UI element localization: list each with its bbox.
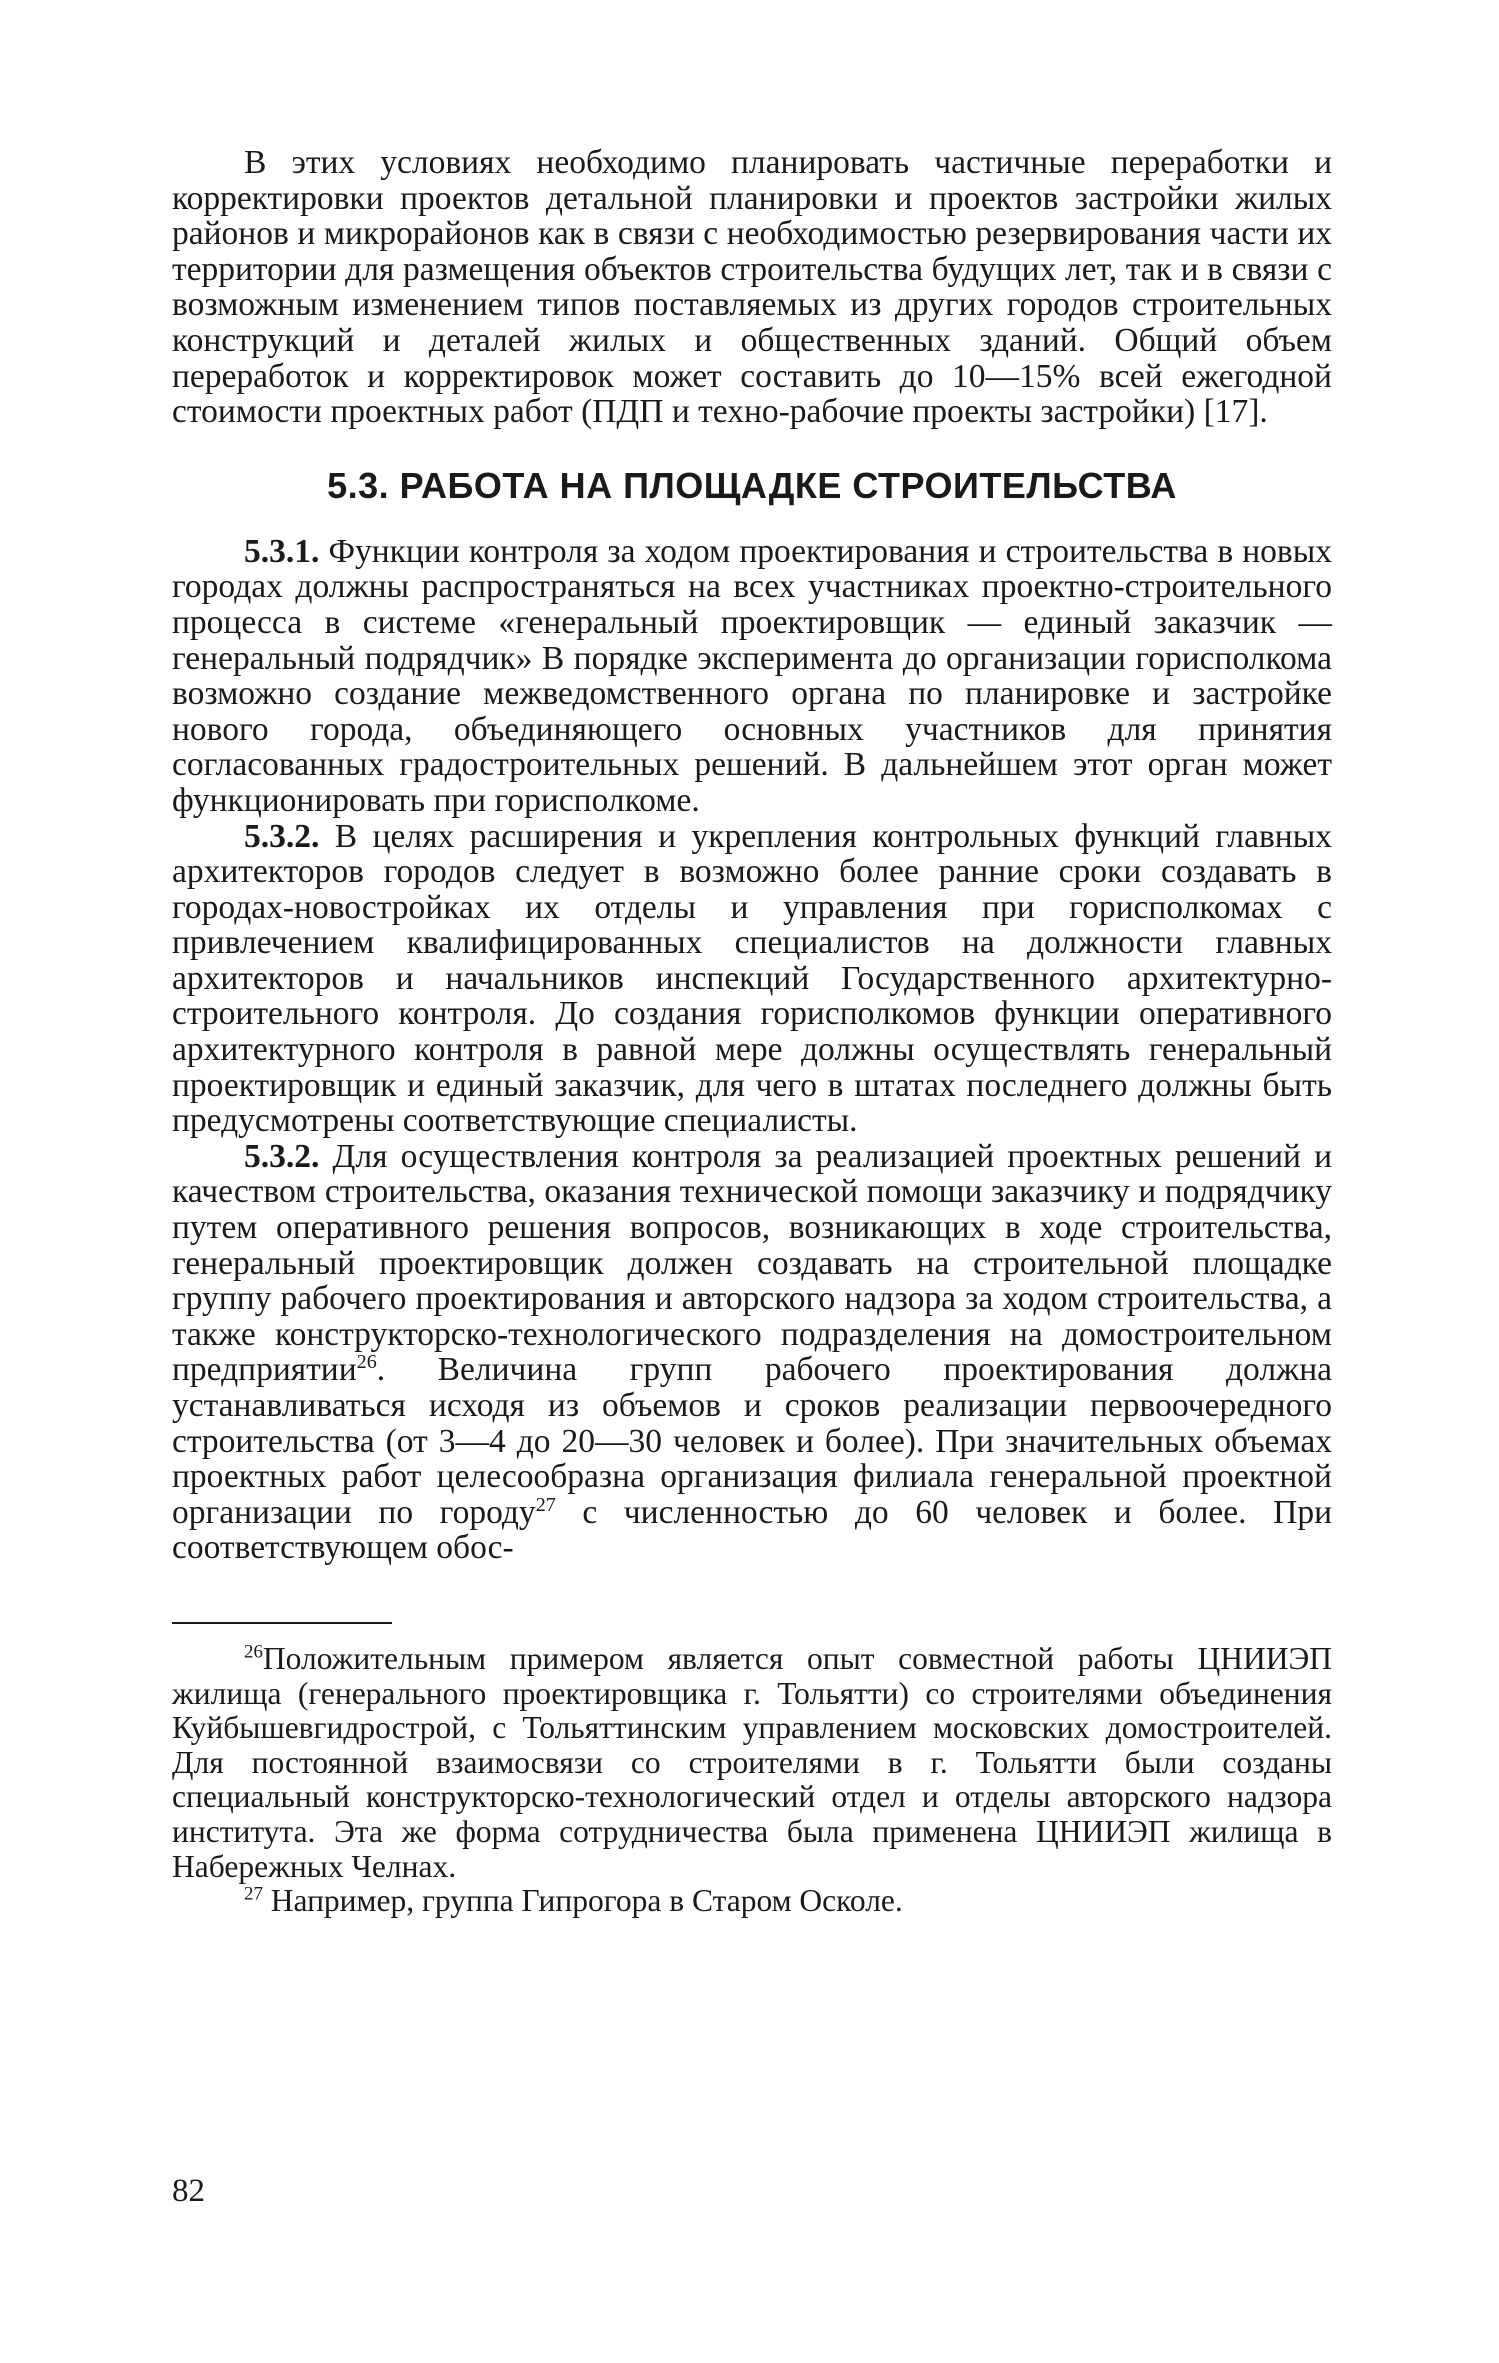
intro-paragraph: В этих условиях необходимо планировать частичные переработки и корректировки проектов детальной планировки и проектов застройки жилых районов и микрорайонов как в связи с необходимостью резервирования части их территории для размещения объектов строительства будущих лет, так и в связи с возможным изменением типов поставляемых из других городов строительных конструкций и деталей жилых и общественных зданий. Общий объем переработок и корректировок может составить до 10—15% всей ежегодной стоимости проектных работ (ПДП и техно-рабочие проекты застройки) [17].	[172, 144, 1332, 431]
paragraph-5-3-2-b	[172, 1139, 1332, 1566]
paragraph-text-part3: с численностью до 60 человек и более. При соответствующем обос-	[172, 1493, 1332, 1567]
footnote-26	[172, 1642, 1332, 1884]
paragraph-number: 5.3.1.	[244, 532, 320, 570]
paragraph-5-3-1	[172, 534, 1332, 819]
paragraph-text: В целях расширения и укрепления контрольных функций главных архитекторов городов следует в возможно более ранние сроки создавать в городах-новостройках их отделы и управления при горисполкомах с привлечением квалифицированных специалистов на должности главных архитекторов и начальников инспекций Государственного архитектурно-строительного контроля. До создания горисполкомов функции оперативного архитектурного контроля в равной мере должны осуществлять генеральный проектировщик и единый заказчик, для чего в штатах последнего должны быть предусмотрены соответствующие специалисты.	[172, 817, 1332, 1140]
footnote-mark: 26	[244, 1641, 263, 1663]
page-content	[172, 145, 1332, 1919]
footnote-text: Положительным примером является опыт совместной работы ЦНИИЭП жилища (генерального проектировщика г. Тольятти) со строителями объединения Куйбышевгидрострой, с Тольяттинским управлением московских домостроителей. Для постоянной взаимосвязи со строителями в г. Тольятти были созданы специальный конструкторско-технологический отдел и отделы авторского надзора института. Эта же форма сотрудничества была применена ЦНИИЭП жилища в Набережных Челнах.	[172, 1640, 1332, 1884]
footnote-divider	[172, 1622, 392, 1624]
paragraph-text-part1: Для осуществления контроля за реализацией проектных решений и качеством строительства, оказания технической помощи заказчику и подрядчику путем оперативного решения вопросов, возникающих в ходе строительства, генеральный проектировщик должен создавать на строительной площадке группу рабочего проектирования и авторского надзора за ходом строительства, а также конструкторско-технологического подразделения на домостроительном предприятии	[172, 1137, 1332, 1389]
footnote-ref-27[interactable]: 27	[535, 1493, 556, 1516]
section-heading: 5.3. РАБОТА НА ПЛОЩАДКЕ СТРОИТЕЛЬСТВА	[327, 464, 1177, 506]
footnote-27	[172, 1884, 1332, 1919]
footnote-ref-26[interactable]: 26	[356, 1351, 377, 1374]
page-number: 82	[172, 2173, 205, 2209]
paragraph-text: Функции контроля за ходом проектирования и строительства в новых городах должны распространяться на всех участниках проектно-строительного процесса в системе «генеральный проектировщик — единый заказчик — генеральный подрядчик» В порядке эксперимента до организации горисполкома возможно создание межведомственного органа по планировке и застройке нового города, объединяющего основных участников для принятия согласованных градостроительных решений. В дальнейшем этот орган может функционировать при горисполкоме.	[172, 532, 1333, 819]
paragraph-number: 5.3.2.	[244, 817, 320, 855]
paragraph-number: 5.3.2.	[244, 1137, 320, 1175]
paragraph-5-3-2-a	[172, 819, 1332, 1139]
paragraph-text-part2: . Величина групп рабочего проектирования должна устанавливаться исходя из объемов и сроков реализации первоочередного строительства (от 3—4 до 20—30 человек и более). При значительных объемах проектных работ целесообразна организация филиала генеральной проектной организации по городу	[172, 1351, 1332, 1531]
footnote-text: Например, группа Гипрогора в Старом Осколе.	[270, 1883, 903, 1919]
footnote-mark: 27	[244, 1883, 263, 1905]
